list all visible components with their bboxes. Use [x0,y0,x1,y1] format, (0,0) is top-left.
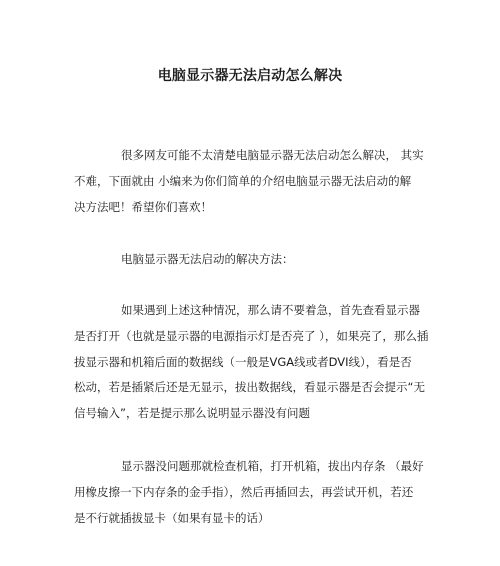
paragraph-line: 如果遇到上述这种情况，那么请不要着急，首先查看显示器 [121,303,420,317]
paragraph-line: 决方法吧！希望你们喜欢！ [74,199,212,214]
paragraph-line: 电脑显示器无法启动的解决方法： [121,252,294,266]
paragraph-line: 是否打开（也就是显示器的电源指示灯是否亮了 ），如果亮了，那么插 [74,328,429,343]
paragraph-line: 信号输入”，若是提示那么说明显示器没有问题 [74,406,310,421]
paragraph-line: 很多网友可能不太清楚电脑显示器无法启动怎么解决， 其实 [121,148,424,162]
paragraph-line: 松动，若是插紧后还是无显示，拔出数据线，看显示器是否会提示“无 [74,380,425,395]
paragraph-line: 显示器没问题那就检查机箱，打开机箱，拔出内存条 （最好 [121,459,424,473]
paragraph-line: 不难，下面就由 小编来为你们简单的介绍电脑显示器无法启动的解 [74,173,412,188]
paragraph-line: 拔显示器和机箱后面的数据线（一般是VGA线或者DVI线），看是否 [74,354,412,369]
paragraph-intro [74,143,444,220]
paragraph-step-case [74,454,444,531]
paragraph-heading [74,247,444,273]
paragraph-line: 是不行就插拔显卡（如果有显卡的话） [74,510,270,525]
document-title: 电脑显示器无法启动怎么解决 [157,68,343,84]
paragraph-step-monitor [74,298,444,427]
paragraph-line: 用橡皮擦一下内存条的金手指），然后再插回去，再尝试开机，若还 [74,484,414,499]
